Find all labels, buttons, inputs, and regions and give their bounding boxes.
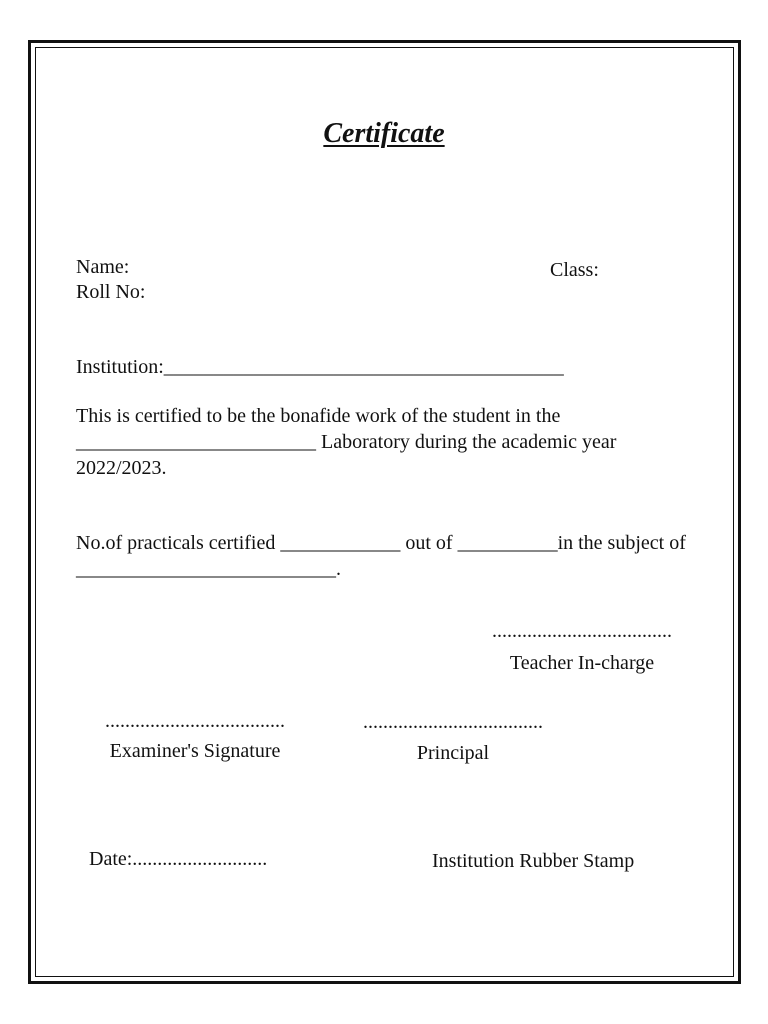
teacher-signature-line: .................................... [492, 620, 672, 642]
certificate-title: Certificate [323, 118, 445, 149]
examiner-signature-line: .................................... [105, 710, 285, 732]
certification-statement: This is certified to be the bonafide work of the student in the ________________________ Laboratory during the academic year 2022/2023. [76, 405, 617, 479]
class-label: Class: [550, 259, 599, 281]
certificate-border [28, 40, 741, 984]
roll-no-label: Roll No: [76, 281, 146, 303]
teacher-in-charge-label: Teacher In-charge [509, 652, 655, 674]
practicals-statement: No.of practicals certified ____________ out of __________in the subject of __________________________. [76, 532, 686, 580]
principal-label: Principal [416, 742, 490, 764]
certificate-inner-border [35, 47, 734, 977]
institution-field: Institution:________________________________________ [76, 356, 564, 378]
institution-stamp-label: Institution Rubber Stamp [432, 850, 635, 872]
name-label: Name: [76, 256, 130, 278]
principal-signature-line: .................................... [363, 711, 543, 733]
date-field: Date:........................... [89, 848, 268, 870]
examiner-signature-label: Examiner's Signature [109, 740, 281, 762]
